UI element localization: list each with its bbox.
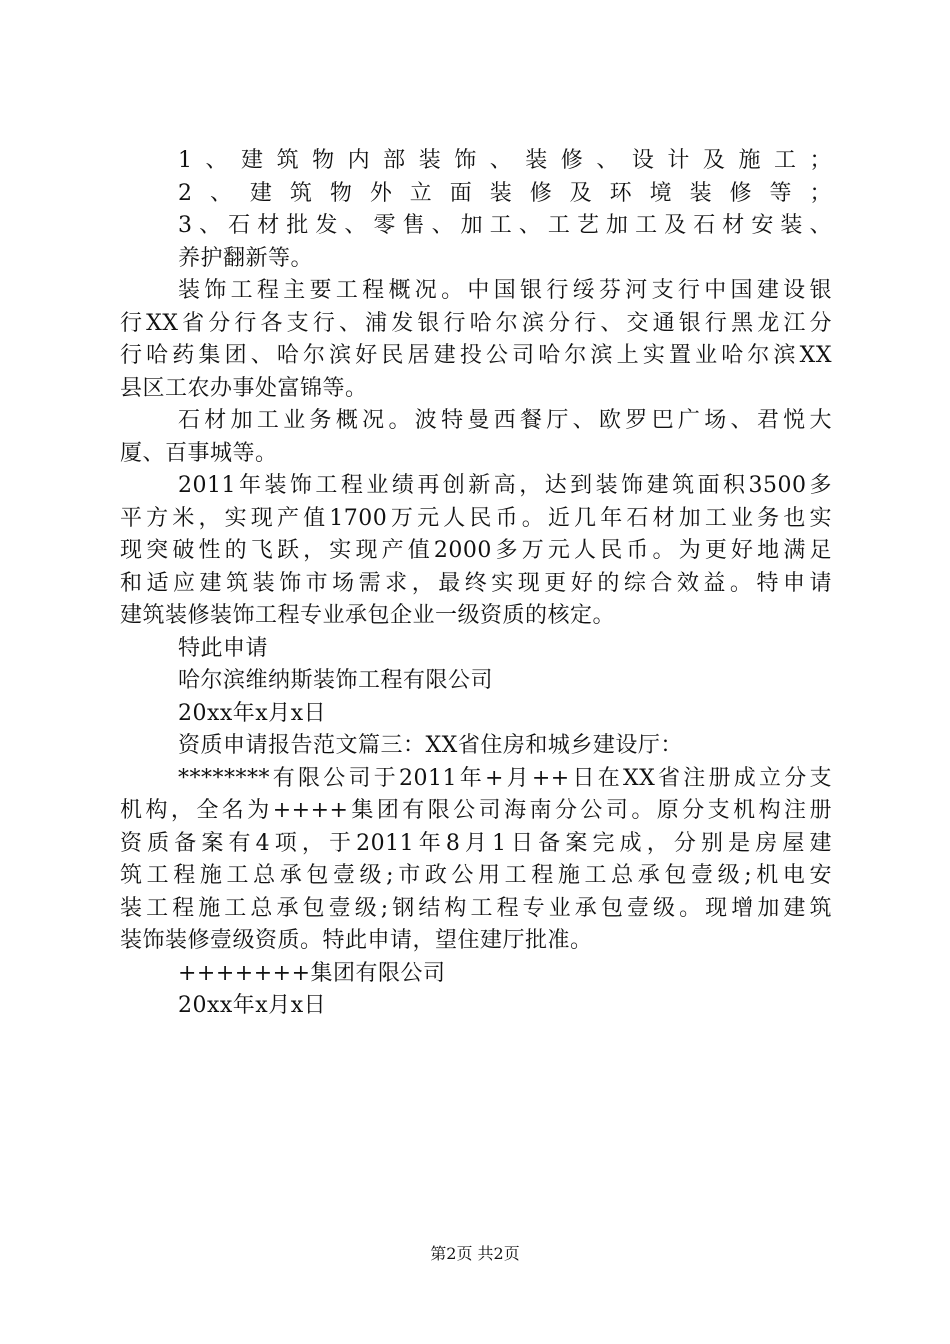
text-line: 2011年装饰工程业绩再创新高，达到装饰建筑面积3500多: [178, 473, 832, 498]
text-line: 行XX省分行各支行、浦发银行哈尔滨分行、交通银行黑龙江分: [120, 310, 832, 336]
page-number-footer: 第2页 共2页: [430, 1244, 520, 1263]
text-line: ********有限公司于2011年+月++日在XX省注册成立分支: [178, 765, 832, 791]
document-body: [120, 145, 832, 1023]
text-line: 县区工农办事处富锦等。: [120, 375, 368, 401]
text-line: 3、石材批发、零售、加工、工艺加工及石材安装、: [178, 213, 832, 238]
text-line: 20xx年x月x日: [178, 700, 327, 726]
text-line: 20xx年x月x日: [178, 993, 327, 1018]
text-line: 装工程施工总承包壹级;钢结构工程专业承包壹级。现增加建筑: [120, 895, 832, 921]
text-line: 资质备案有4项，于2011年8月1日备案完成，分别是房屋建: [120, 830, 832, 856]
text-line: 哈尔滨维纳斯装饰工程有限公司: [178, 668, 494, 693]
text-line: 石材加工业务概况。波特曼西餐厅、欧罗巴广场、君悦大: [178, 408, 832, 433]
text-line: 2、建筑物外立面装修及环境装修等；: [178, 180, 832, 206]
text-line: 筑工程施工总承包壹级;市政公用工程施工总承包壹级;机电安: [120, 863, 832, 888]
text-line: 厦、百事城等。: [120, 440, 278, 466]
text-line: 平方米，实现产值1700万元人民币。近几年石材加工业务也实: [120, 505, 832, 531]
text-line: 装饰工程主要工程概况。中国银行绥芬河支行中国建设银: [178, 278, 832, 303]
text-line: 机构，全名为++++集团有限公司海南分公司。原分支机构注册: [120, 798, 832, 823]
text-line: 1、建筑物内部装饰、装修、设计及施工；: [178, 148, 832, 173]
text-line: +++++++集团有限公司: [178, 960, 446, 986]
text-line: 建筑装修装饰工程专业承包企业一级资质的核定。: [120, 603, 616, 628]
text-line: 装饰装修壹级资质。特此申请，望住建厅批准。: [120, 928, 593, 953]
text-line: 养护翻新等。: [178, 245, 314, 271]
text-line: 和适应建筑装饰市场需求，最终实现更好的综合效益。特申请: [120, 570, 832, 596]
text-line: 资质申请报告范文篇三：XX省住房和城乡建设厅：: [178, 733, 683, 758]
text-line: 特此申请: [178, 635, 269, 661]
text-line: 行哈药集团、哈尔滨好民居建投公司哈尔滨上实置业哈尔滨XX: [120, 343, 832, 368]
text-line: 现突破性的飞跃，实现产值2000多万元人民币。为更好地满足: [120, 538, 832, 563]
